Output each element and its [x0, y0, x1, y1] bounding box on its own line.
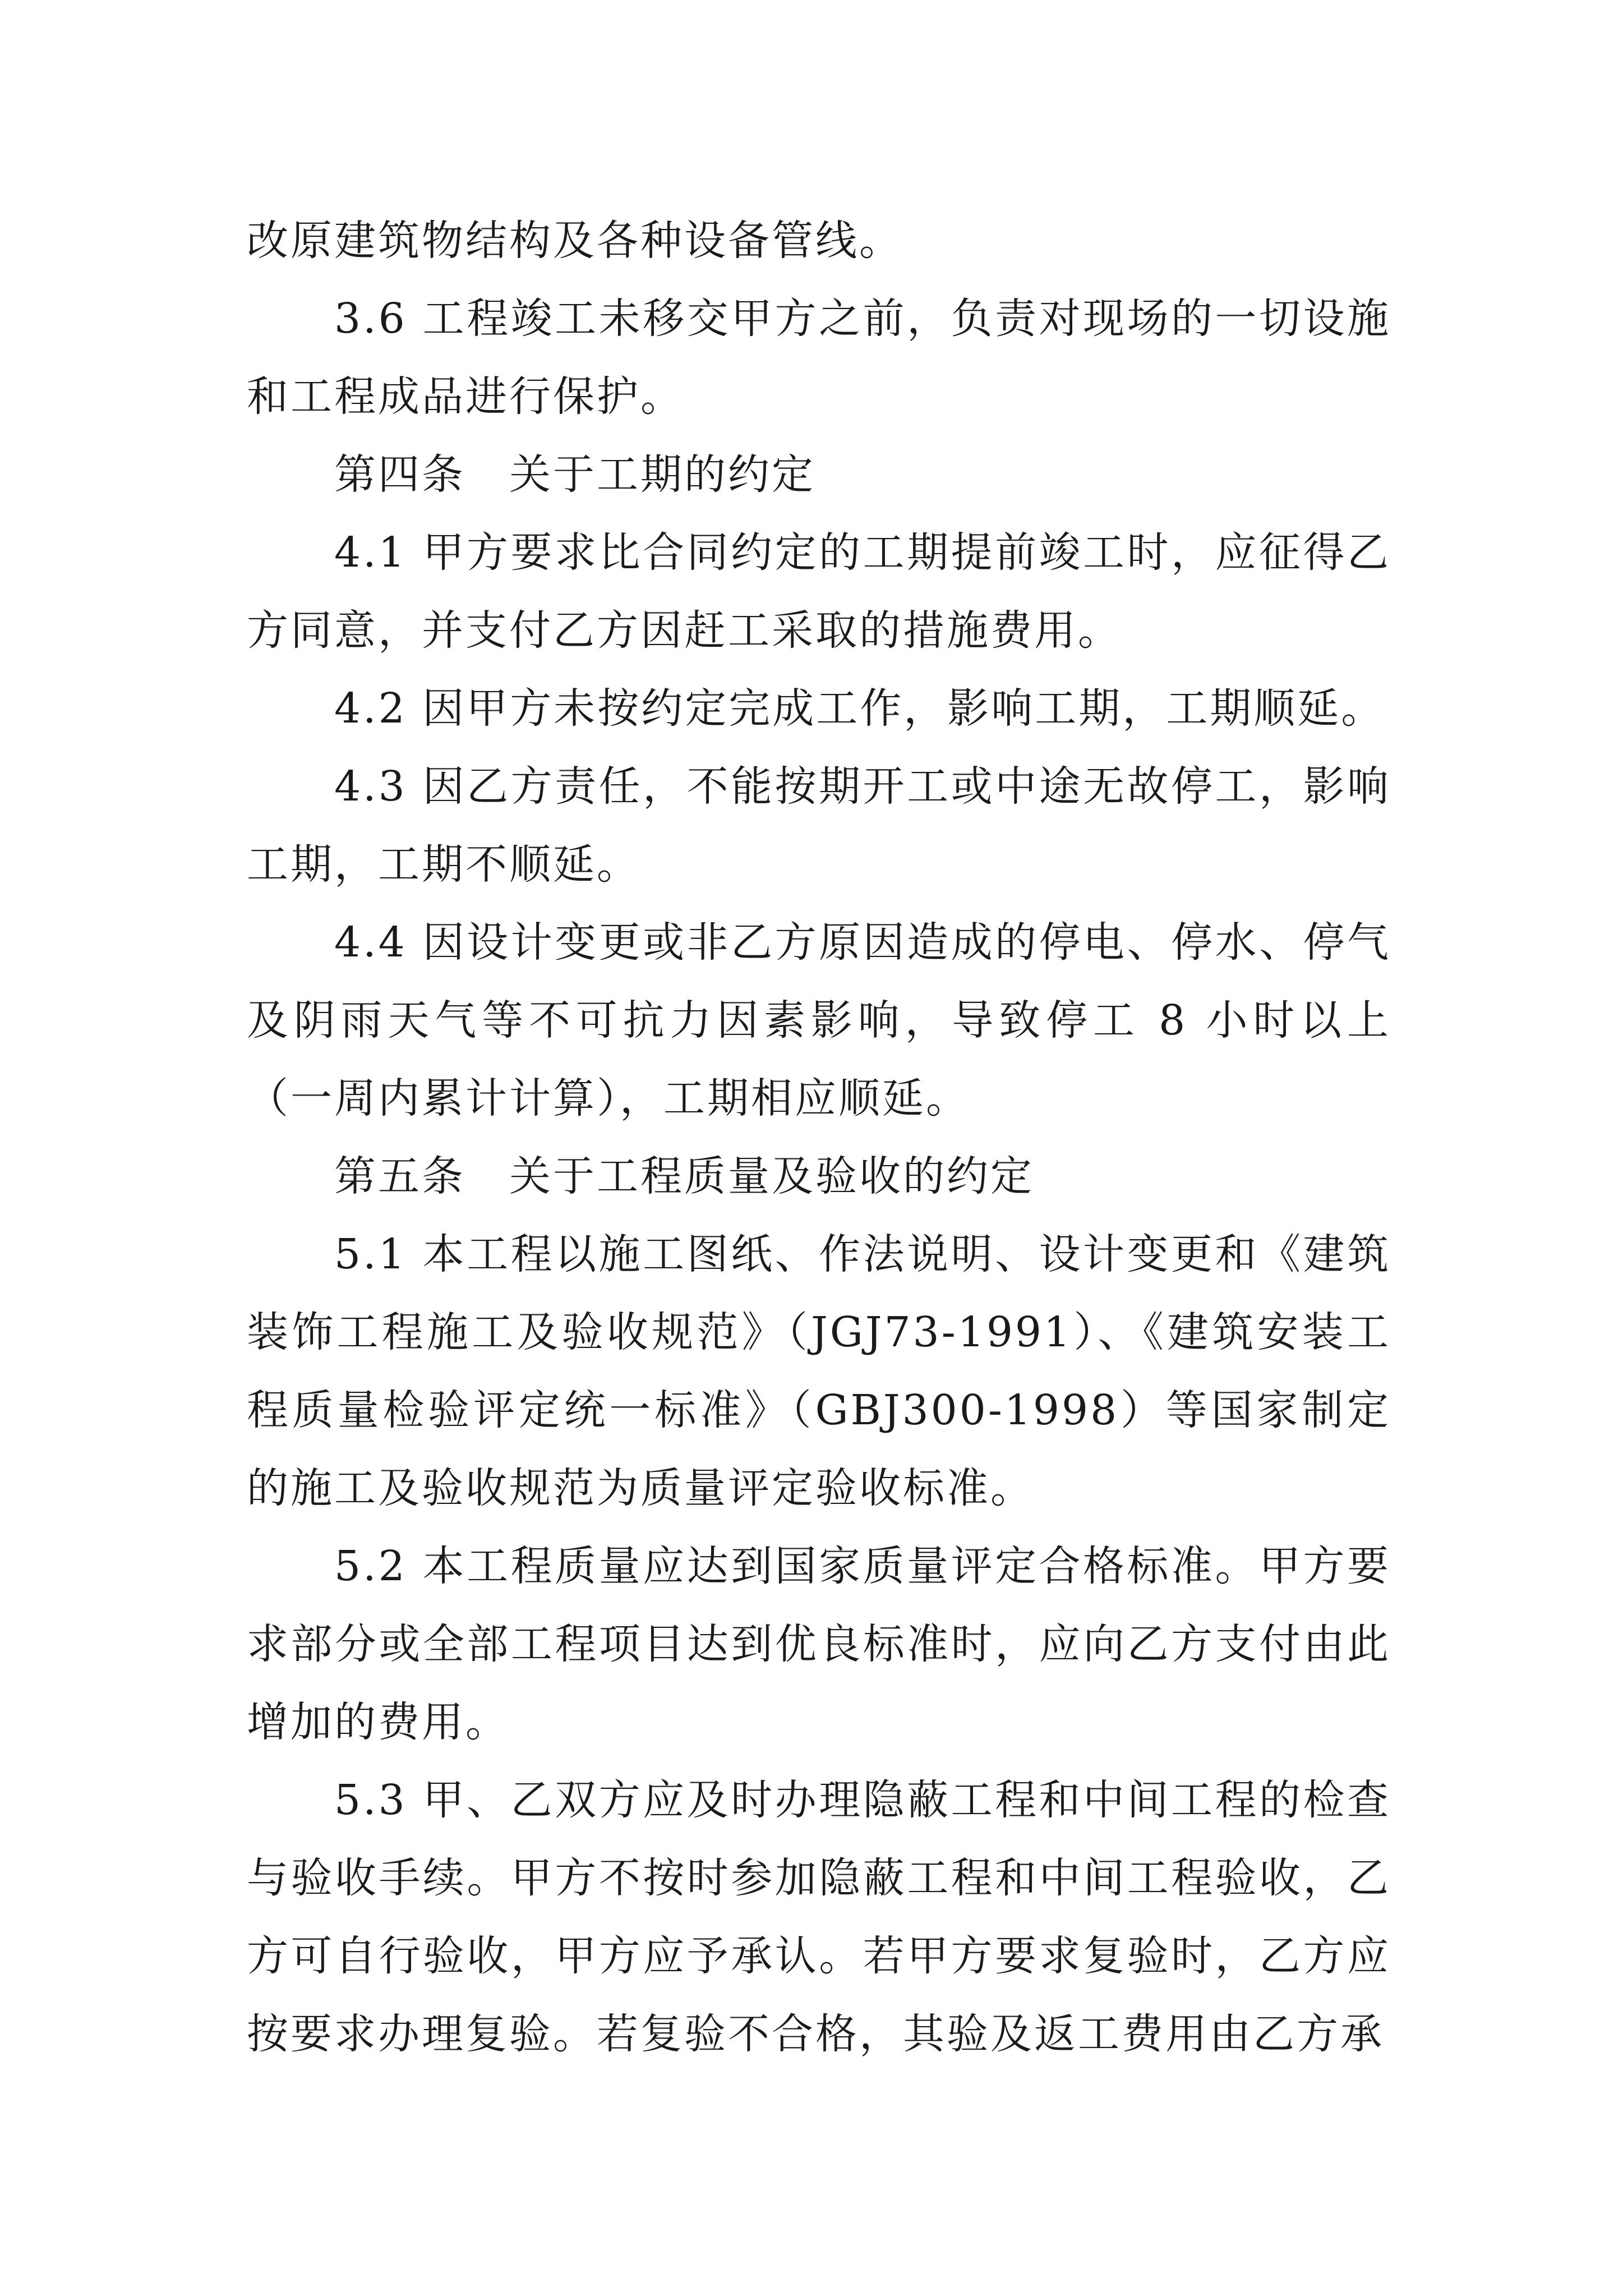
- clause-4-3: 4.3 因乙方责任，不能按期开工或中途无故停工，影响工期，工期不顺延。: [247, 762, 1391, 889]
- clause-5-3: 5.3 甲、乙双方应及时办理隐蔽工程和中间工程的检查与验收手续。甲方不按时参加隐蔽工程和中间工程验收，乙方可自行验收，甲方应予承认。若甲方要求复验时，乙方应按要求办理复验。若复验不合格，其验及返工费用由乙方承: [247, 1776, 1391, 2058]
- contract-body-text: [247, 202, 1391, 2073]
- clause-4-1: 4.1 甲方要求比合同约定的工期提前竣工时，应征得乙方同意，并支付乙方因赶工采取的措施费用。: [247, 528, 1391, 655]
- article-4-heading: 第四条 关于工期的约定: [334, 450, 815, 499]
- clause-5-2: 5.2 本工程质量应达到国家质量评定合格标准。甲方要求部分或全部工程项目达到优良标准时，应向乙方支付由此增加的费用。: [247, 1542, 1391, 1746]
- clause-5-1: 5.1 本工程以施工图纸、作法说明、设计变更和《建筑装饰工程施工及验收规范》（JGJ73-1991）、《建筑安装工程质量检验评定统一标准》（GBJ300-1998）等国家制定的施工及验收规范为质量评定验收标准。: [247, 1230, 1391, 1512]
- clause-3-6: 3.6 工程竣工未移交甲方之前，负责对现场的一切设施和工程成品进行保护。: [247, 295, 1391, 421]
- paragraph-continuation: 改原建筑物结构及各种设备管线。: [247, 217, 903, 265]
- article-5-heading: 第五条 关于工程质量及验收的约定: [334, 1152, 1034, 1200]
- clause-4-4: 4.4 因设计变更或非乙方原因造成的停电、停水、停气及阴雨天气等不可抗力因素影响，导致停工 8 小时以上（一周内累计计算），工期相应顺延。: [247, 918, 1391, 1122]
- clause-4-2: 4.2 因甲方未按约定完成工作，影响工期，工期顺延。: [334, 684, 1385, 733]
